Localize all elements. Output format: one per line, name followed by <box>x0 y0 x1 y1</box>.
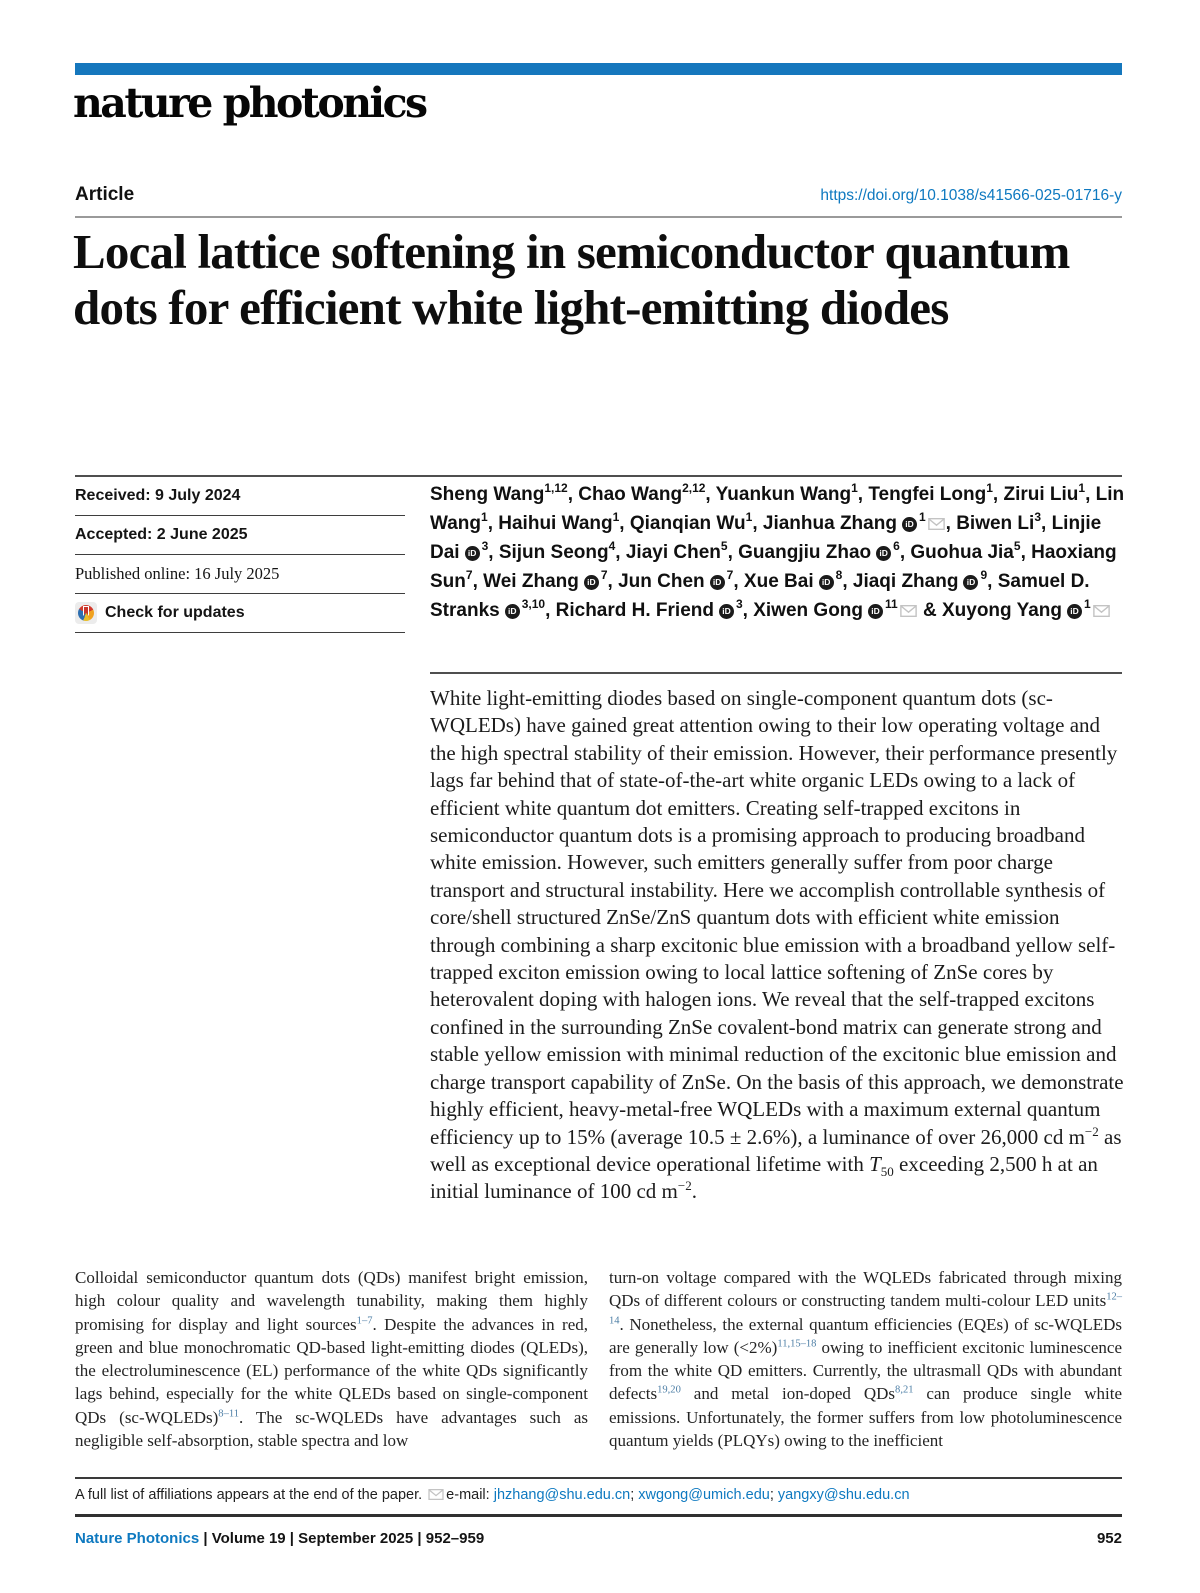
affiliation-superscript: 1 <box>918 509 926 524</box>
journal-link[interactable]: Nature Photonics <box>75 1530 200 1547</box>
author-name: Xuyong Yang <box>941 600 1062 621</box>
affiliation-superscript: 9 <box>980 567 988 582</box>
accepted-date: Accepted: 2 June 2025 <box>75 516 405 555</box>
reference-link[interactable]: 11,15–18 <box>777 1338 817 1350</box>
orcid-icon[interactable]: iD <box>1067 604 1082 619</box>
footer-citation-left <box>75 1530 484 1547</box>
author-name: Linjie Dai <box>430 513 1102 563</box>
author-name: Jiaqi Zhang <box>852 571 959 592</box>
check-for-updates-label: Check for updates <box>105 604 245 621</box>
author-name: Jiayi Chen <box>625 542 721 563</box>
affiliation-superscript: 1 <box>1078 480 1086 495</box>
author-name: Guohua Jia <box>910 542 1014 563</box>
affiliation-superscript: 5 <box>1013 538 1021 553</box>
affiliation-superscript: 1 <box>481 509 488 524</box>
journal-logo: nature photonics <box>73 79 426 127</box>
author-name: Jun Chen <box>618 571 705 592</box>
affiliation-superscript: 1 <box>851 480 858 495</box>
author-name: Zirui Liu <box>1003 484 1079 505</box>
email-link[interactable]: yangxy@shu.edu.cn <box>777 1487 910 1503</box>
brand-bar <box>75 63 1122 75</box>
author-name: Haihui Wang <box>498 513 613 534</box>
orcid-icon[interactable]: iD <box>465 546 480 561</box>
author-name: Xue Bai <box>743 571 814 592</box>
affiliation-superscript: 3,10 <box>521 596 546 611</box>
author-name: Samuel D. Stranks <box>430 571 1090 621</box>
affiliation-superscript: 6 <box>893 538 900 553</box>
footer-citation <box>75 1530 1122 1547</box>
orcid-icon[interactable]: iD <box>902 517 917 532</box>
author-name: Guangjiu Zhao <box>738 542 872 563</box>
article-history <box>75 477 405 633</box>
affiliation-superscript: 7 <box>600 567 608 582</box>
affiliation-superscript: 7 <box>465 567 473 582</box>
reference-link[interactable]: 1–7 <box>356 1314 373 1326</box>
email-icon[interactable] <box>1093 596 1110 625</box>
doi-link[interactable]: https://doi.org/10.1038/s41566-025-01716-y <box>820 187 1122 204</box>
email-list: jhzhang@shu.edu.cn; xwgong@umich.edu; yangxy@shu.edu.cn <box>493 1487 910 1503</box>
affiliation-superscript: 8 <box>835 567 843 582</box>
reference-link[interactable]: 12–14 <box>609 1291 1122 1326</box>
email-label: e-mail: <box>446 1487 490 1503</box>
email-link[interactable]: xwgong@umich.edu <box>638 1487 770 1503</box>
author-name: Biwen Li <box>956 513 1035 534</box>
orcid-icon[interactable]: iD <box>868 604 883 619</box>
author-name: Wei Zhang <box>483 571 579 592</box>
affiliation-superscript: 7 <box>726 567 734 582</box>
affiliation-superscript: 3 <box>735 596 743 611</box>
affiliations-text: A full list of affiliations appears at the end of the paper. <box>75 1487 423 1503</box>
crossmark-icon <box>75 602 97 624</box>
reference-link[interactable]: 8–11 <box>218 1408 239 1420</box>
body-column-left: Colloidal semiconductor quantum dots (QDs) manifest bright emission, high colour quality and wavelength tunability, making them highly promising for display and light sources$^{1-7}$. Despite the advances in red, green and blue monochromatic QD-based light-emitting diodes (QLEDs), the electroluminescence (EL) performance of the white QDs significantly lags behind, especially for the white QLEDs based on single-component QDs (sc-WQLEDs)$^{8-11}$. The sc-WQLEDs have advantages such as negligible self-absorption, stable spectra and low <box>75 1268 588 1451</box>
orcid-icon[interactable]: iD <box>876 546 891 561</box>
author-name: Jianhua Zhang <box>762 513 897 534</box>
author-name: Xiwen Gong <box>753 600 864 621</box>
email-icon[interactable] <box>900 596 917 625</box>
author-name: Lin Wang <box>430 484 1125 534</box>
affiliation-superscript: 1 <box>1084 596 1091 611</box>
author-name: Sheng Wang <box>430 484 545 505</box>
affiliations-note <box>75 1487 1122 1503</box>
page-number: 952 <box>1096 1530 1122 1547</box>
orcid-icon[interactable]: iD <box>819 575 834 590</box>
affiliation-superscript: 1 <box>986 480 993 495</box>
email-link[interactable]: jhzhang@shu.edu.cn <box>493 1487 631 1503</box>
orcid-icon[interactable]: iD <box>584 575 599 590</box>
affiliation-superscript: 3 <box>1034 509 1042 524</box>
body-column-right: turn-on voltage compared with the WQLEDs fabricated through mixing QDs of different colours or constructing tandem multi-colour LED units$^{12-14}$. Nonetheless, the external quantum efficiencies (EQEs) of sc-WQLEDs are generally low (<2%)$^{11,15-18}$ owing to inefficient excitonic luminescence from the white QD emitters. Currently, the ultrasmall QDs with abundant defects$^{19,20}$ and metal ion-doped QDs$^{8,21}$ can produce single white emissions. Unfortunately, the former suffers from low photoluminescence quantum yields (PLQYs) owing to the inefficient <box>609 1268 1122 1451</box>
volume-info: | Volume 19 | September 2025 | 952–959 <box>199 1530 485 1547</box>
published-date: Published online: 16 July 2025 <box>75 555 405 594</box>
article-type-label: Article <box>75 184 135 205</box>
affiliation-superscript: 4 <box>608 538 616 553</box>
divider <box>75 1514 1122 1517</box>
email-icon-slot <box>422 1487 446 1503</box>
reference-link[interactable]: 8,21 <box>895 1384 914 1396</box>
author-name: Sijun Seong <box>498 542 609 563</box>
reference-link[interactable]: 19,20 <box>657 1384 681 1396</box>
affiliation-superscript: 1 <box>612 509 620 524</box>
paper-title: Local lattice softening in semiconductor quantum dots for efficient white light-emitting diodes <box>73 224 1070 335</box>
orcid-icon[interactable]: iD <box>719 604 734 619</box>
affiliation-superscript: 3 <box>481 538 489 553</box>
abstract-text: White light-emitting diodes based on single-component quantum dots (sc-WQLEDs) have gained great attention owing to their low operating voltage and the high spectral stability of their emission. However, their performance presently lags far behind that of state-of-the-art white organic LEDs owing to a lack of efficient white quantum dot emitters. Creating self-trapped excitons in semiconductor quantum dots is a promising approach to producing broadband white emission. However, such emitters generally suffer from poor charge transport and structural instability. Here we accomplish controllable synthesis of core/shell structured ZnSe/ZnS quantum dots with efficient white emission through combining a sharp excitonic blue emission with a broadband yellow self-trapped exciton emission owing to local lattice softening of ZnSe cores by heterovalent doping with halogen ions. We reveal that the self-trapped excitons confined in the surrounding ZnSe covalent-bond matrix can generate strong and stable yellow emission with minimal reduction of the excitonic blue emission and charge transport capability of ZnSe. On the basis of this approach, we demonstrate highly efficient, heavy-metal-free WQLEDs with a maximum external quantum efficiency up to 15% (average 10.5 ± 2.6%), a luminance of over 26,000 cd $m^{-2}$ as well as exceptional device operational lifetime with $T_{50}$ exceeding 2,500 h at an initial luminance of 100 cd $m^{-2}$. <box>430 686 1124 1204</box>
email-icon <box>428 1487 444 1503</box>
email-icon[interactable] <box>928 509 945 538</box>
author-name: Chao Wang <box>578 484 683 505</box>
orcid-icon[interactable]: iD <box>963 575 978 590</box>
affiliation-superscript: 1 <box>745 509 753 524</box>
author-name: Qianqian Wu <box>629 513 746 534</box>
received-date: Received: 9 July 2024 <box>75 477 405 516</box>
orcid-icon[interactable]: iD <box>505 604 520 619</box>
divider <box>75 1477 1122 1479</box>
author-name: Yuankun Wang <box>715 484 852 505</box>
affiliation-superscript: 2,12 <box>682 480 706 495</box>
author-name: Richard H. Friend <box>555 600 714 621</box>
orcid-icon[interactable]: iD <box>710 575 725 590</box>
affiliation-superscript: 11 <box>885 596 898 611</box>
author-list: Sheng Wang$^{1,12}$, Chao Wang$^{2,12}$, Yuankun Wang$^1$, Tengfei Long$^1$, Zirui Liu$^1$, Lin Wang$^1$, Haihui Wang$^1$, Qianqian Wu$^1$, Jianhua Zhang $iD^1$ , Biwen Li$^3$, Linjie Dai $iD^3$, Sijun Seong$^4$, Jiayi Chen$^5$, Guangjiu Zhao $iD^6$, Guohua Jia$^5$, Haoxiang Sun$^7$, Wei Zhang $iD^7$, Jun Chen $iD^7$, Xue Bai $iD^8$, Jiaqi Zhang $iD^9$, Samuel D. Stranks iD$^{3,10}$, Richard H. Friend $iD^3$, Xiwen Gong $iD^{11}$ & Xuyong Yang $iD^1$ <box>430 480 1126 625</box>
check-for-updates-button[interactable] <box>75 594 405 633</box>
divider <box>430 672 1122 674</box>
article-header <box>75 184 1122 206</box>
author-name: Tengfei Long <box>868 484 987 505</box>
author-name: Haoxiang Sun <box>430 542 1117 592</box>
affiliation-superscript: 1,12 <box>544 480 568 495</box>
divider <box>75 216 1122 218</box>
affiliation-superscript: 5 <box>720 538 728 553</box>
